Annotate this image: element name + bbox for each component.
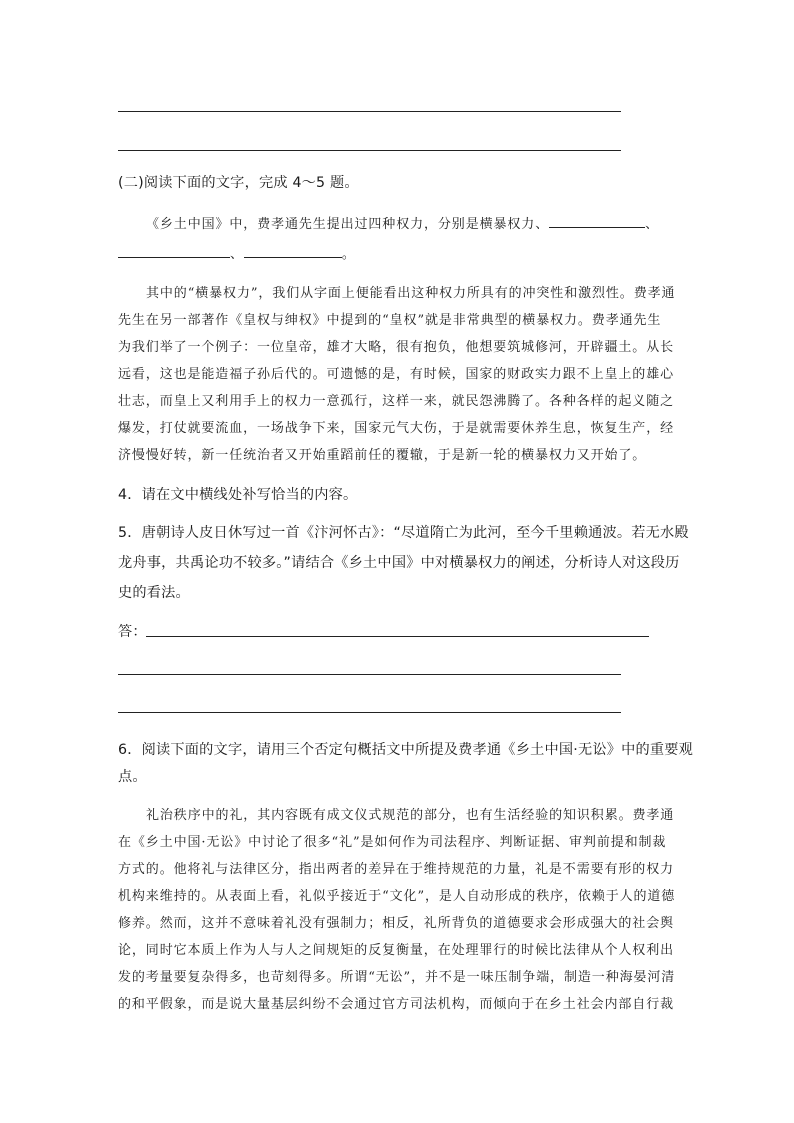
passage1-line: 壮志，而皇上又利用手上的权力一意孤行，这样一来，就民怨沸腾了。各种各样的起义随之 — [118, 394, 675, 409]
passage1-line: 先生在另一部著作《皇权与绅权》中提到的“皇权”就是非常典型的横暴权力。费孝通先生 — [118, 313, 662, 328]
passage1-line: 爆发，打仗就要流血，一场战争下来，国家元气大伤，于是就需要休养生息，恢复生产，经 — [118, 421, 675, 436]
intro-text: 《乡土中国》中，费孝通先生提出过四种权力，分别是横暴权力、 — [146, 217, 550, 232]
question-5-line: 5．唐朝诗人皮日休写过一首《汴河怀古》：“尽道隋亡为此河，至今千里赖通波。若无水殿 — [118, 525, 689, 541]
passage2-line: 论，同时它本质上作为人与人之间规矩的反复衡量，在处理罪行的时候比法律从个人权利出 — [118, 943, 675, 958]
fill-blank-1[interactable] — [549, 213, 645, 228]
passage1-line: 远看，这也是能造福子孙后代的。可遗憾的是，有时候，国家的财政实力跟不上皇上的雄心 — [118, 367, 675, 382]
fill-blank-2[interactable] — [118, 243, 230, 258]
answer-blank-line[interactable] — [118, 674, 621, 675]
passage1-line: 济慢慢好转，新一任统治者又开始重蹈前任的覆辙，于是新一轮的横暴权力又开始了。 — [118, 448, 647, 463]
passage2-line: 方式的。他将礼与法律区分，指出两者的差异在于维持规范的力量，礼是不需要有形的权力 — [118, 862, 675, 877]
answer-blank-line[interactable] — [146, 636, 649, 637]
passage2-line: 发的考量要复杂得多，也苛刻得多。所谓“无讼”，并不是一味压制争端，制造一种海晏河清 — [118, 970, 676, 985]
passage2-line: 机构来维持的。从表面上看，礼似乎接近于“文化”，是人自动形成的秩序，依赖于人的道德 — [118, 889, 676, 904]
answer-blank-line[interactable] — [118, 150, 621, 151]
passage2-line: 礼治秩序中的礼，其内容既有成文仪式规范的部分，也有生活经验的知识积累。费孝通 — [146, 808, 675, 823]
passage2-line: 的和平假象，而是说大量基层纠纷不会通过官方司法机构，而倾向于在乡土社会内部自行裁 — [118, 997, 675, 1012]
period: 。 — [341, 247, 356, 262]
question-5-line: 龙舟事，共禹论功不较多。”请结合《乡土中国》中对横暴权力的阐述，分析诗人对这段历 — [118, 555, 680, 571]
question-5-line: 史的看法。 — [118, 585, 190, 601]
answer-label: 答： — [118, 624, 147, 640]
question-4: 4．请在文中横线处补写恰当的内容。 — [118, 487, 358, 503]
answer-blank-line[interactable] — [118, 712, 621, 713]
intro-paragraph-line-1 — [146, 213, 659, 232]
separator: 、 — [645, 217, 660, 232]
question-6-line: 点。 — [118, 769, 147, 785]
question-6-line: 6．阅读下面的文字，请用三个否定句概括文中所提及费孝通《乡土中国·无讼》中的重要观 — [118, 742, 694, 758]
passage1-line: 其中的“横暴权力”，我们从字面上便能看出这种权力所具有的冲突性和激烈性。费孝通 — [146, 286, 676, 301]
answer-blank-line[interactable] — [118, 111, 621, 112]
passage1-line: 为我们举了一个例子：一位皇帝，雄才大略，很有抱负，他想要筑城修河，开辟疆土。从长 — [118, 340, 675, 355]
passage2-line: 在《乡土中国·无讼》中讨论了很多“礼”是如何作为司法程序、判断证据、审判前提和制裁 — [118, 835, 667, 850]
separator: 、 — [230, 247, 244, 262]
passage2-line: 修养。然而，这并不意味着礼没有强制力；相反，礼所背负的道德要求会形成强大的社会舆 — [118, 916, 675, 931]
section-heading: (二)阅读下面的文字，完成 4～5 题。 — [118, 175, 359, 191]
fill-blank-3[interactable] — [244, 243, 342, 258]
intro-paragraph-line-2 — [118, 243, 356, 262]
